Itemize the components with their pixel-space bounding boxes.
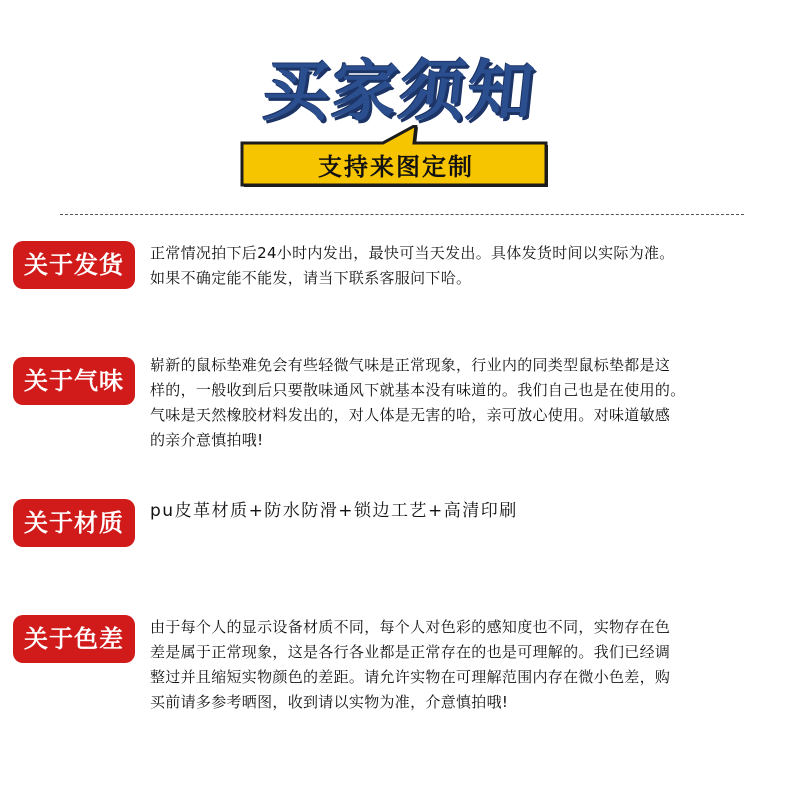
text-line: 如果不确定能不能发，请当下联系客服问下哈。 [150, 269, 472, 287]
text-line: 整过并且缩短实物颜色的差距。请允许实物在可理解范围内存在微小色差，购 [150, 668, 671, 686]
text-line: 由于每个人的显示设备材质不同，每个人对色彩的感知度也不同，实物存在色 [150, 618, 671, 636]
page-title: 买家须知 [259, 53, 540, 130]
section-text [150, 353, 790, 453]
text-line: 的亲介意慎拍哦! [150, 431, 264, 449]
text-line: 买前请多参考晒图，收到请以实物为准，介意慎拍哦! [150, 693, 509, 711]
section-text [150, 499, 790, 524]
section-tag: 关于材质 [13, 499, 135, 547]
text-line: 样的，一般收到后只要散味通风下就基本没有味道的。我们自己也是在使用的。 [150, 381, 686, 399]
section-tag: 关于发货 [13, 241, 135, 289]
text-line: pu皮革材质+防水防滑+锁边工艺+高清印刷 [150, 501, 518, 521]
text-line: 崭新的鼠标垫难免会有些轻微气味是正常现象，行业内的同类型鼠标垫都是这 [150, 356, 671, 374]
section-tag: 关于气味 [13, 357, 135, 405]
text-line: 气味是天然橡胶材料发出的，对人体是无害的哈，亲可放心使用。对味道敏感 [150, 406, 671, 424]
section-text [150, 615, 790, 715]
speech-bubble-banner [240, 125, 552, 190]
text-line: 差是属于正常现象，这是各行各业都是正常存在的也是可理解的。我们已经调 [150, 643, 671, 661]
text-line: 正常情况拍下后24小时内发出，最快可当天发出。具体发货时间以实际为准。 [150, 244, 675, 262]
section-tag: 关于色差 [13, 615, 135, 663]
dashed-divider [60, 214, 744, 215]
section-text [150, 241, 790, 291]
banner-subtitle: 支持来图定制 [318, 153, 474, 181]
